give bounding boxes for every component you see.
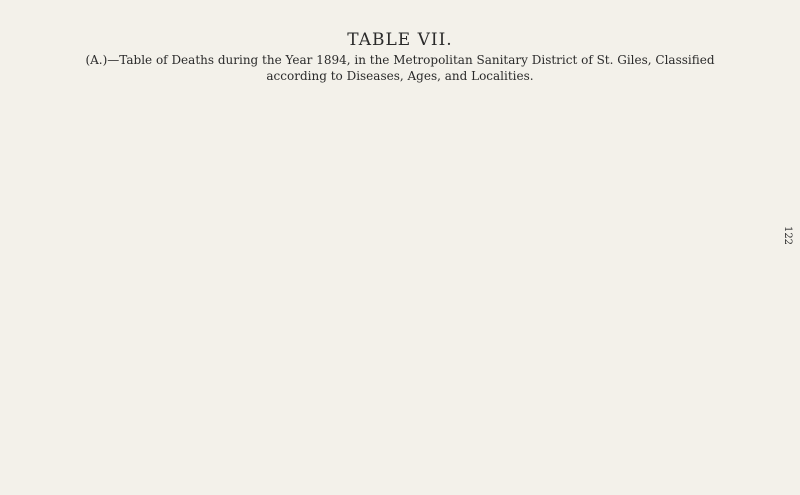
page-number: 122 <box>782 225 794 246</box>
table-title: TABLE VII. <box>347 30 453 50</box>
table-subtitle: (A.)—Table of Deaths during the Year 1894, in the Metropolitan Sanitary District of St. Giles, Classified according to Diseases, Ages, and Localities. <box>85 53 715 83</box>
